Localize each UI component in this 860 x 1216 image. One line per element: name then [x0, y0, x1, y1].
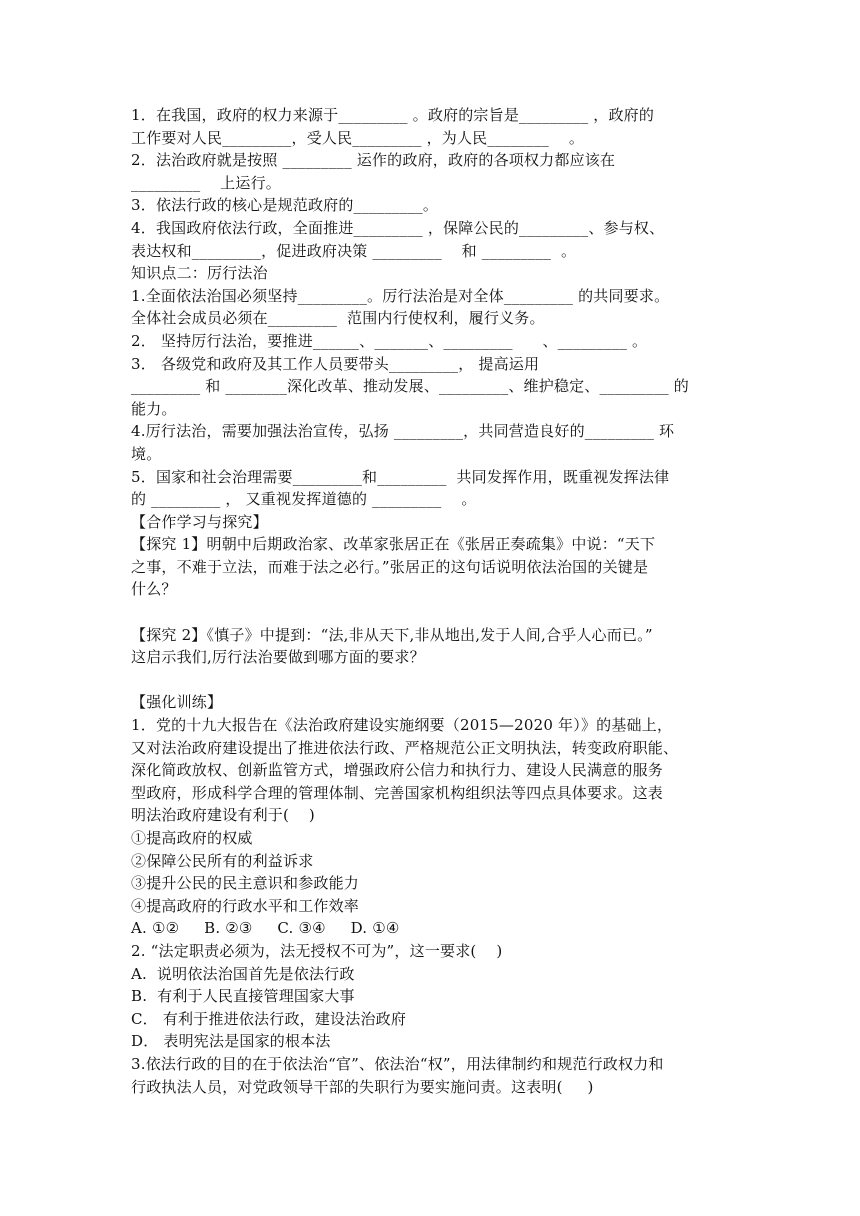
text-line: A. 说明依法治国首先是依法行政 — [131, 964, 355, 983]
text-line: ②保障公民所有的利益诉求 — [131, 851, 314, 870]
text-line: 【探究 2】《慎子》中提到：“法,非从天下,非从地出,发于人间,合乎人心而已。” — [131, 625, 653, 644]
text-line: 能力。 — [131, 399, 177, 418]
text-line: 全体社会成员必须在_________ 范围内行使权利，履行义务。 — [131, 309, 545, 328]
text-line: 5．国家和社会治理需要_________和_________ 共同发挥作用，既重视发挥法律 — [131, 467, 670, 486]
text-line: ④提高政府的行政水平和工作效率 — [131, 896, 360, 915]
text-line: 境。 — [131, 444, 162, 463]
text-line: 【强化训练】 — [131, 693, 223, 712]
text-line: 1．在我国，政府的权力来源于_________ 。政府的宗旨是_________ ，政府的 — [131, 106, 655, 124]
text-line: 2． 坚持厉行法治，要推进______、_______、_________ 、_________ 。 — [131, 331, 648, 350]
text-line: C． 有利于推进依法行政，建设法治政府 — [131, 1009, 407, 1028]
text-line: ①提高政府的权威 — [131, 829, 253, 847]
text-line: D． 表明宪法是国家的根本法 — [131, 1032, 331, 1051]
text-line: 2. “法定职责必须为，法无授权不可为”，这一要求( ) — [131, 941, 503, 960]
text-line: 【探究 1】明朝中后期政治家、改革家张居正在《张居正奏疏集》中说：“天下 — [131, 535, 656, 554]
text-line: 1．党的十九大报告在《法治政府建设实施纲要（2015—2020 年）》的基础上， — [131, 716, 673, 735]
text-line: 表达权和_________，促进政府决策 _________ 和 _________ 。 — [131, 241, 577, 260]
text-line: 3.依法行政的目的在于依法治“官”、依法治“权”，用法律制约和规范行政权力和 — [131, 1054, 664, 1073]
text-line: A. ①② B. ②③ C. ③④ D. ①④ — [131, 919, 400, 938]
text-line: 知识点二：厉行法治 — [131, 264, 268, 283]
text-line: 4．我国政府依法行政，全面推进_________ ，保障公民的_________、参与权、 — [131, 218, 665, 237]
text-line: 1.全面依法治国必须坚持_________。厉行法治是对全体_________ 的共同要求。 — [131, 286, 670, 305]
text-line: 【合作学习与探究】 — [131, 512, 268, 531]
blank-line — [131, 601, 731, 624]
text-line: 明法治政府建设有利于( ) — [131, 806, 315, 825]
text-line: 之事，不难于立法，而难于法之必行。”张居正的这句话说明依法治国的关键是 — [131, 557, 649, 576]
text-line: 什么？ — [131, 580, 177, 599]
text-line: 4.厉行法治，需要加强法治宣传，弘扬 _________，共同营造良好的_________ 环 — [131, 422, 675, 441]
text-line: 3． 各级党和政府及其工作人员要带头_________， 提高运用 — [131, 354, 540, 373]
text-line: _________ 上运行。 — [131, 173, 281, 192]
text-line: 工作要对人民_________，受人民_________ ，为人民________ 。 — [131, 128, 585, 147]
text-line: _________ 和 ________深化改革、推动发展、_________、维护稳定、_________ 的 — [131, 377, 690, 396]
text-line: 3．依法行政的核心是规范政府的_________。 — [131, 196, 439, 215]
text-line: B. 有利于人民直接管理国家大事 — [131, 987, 355, 1006]
blank-line — [131, 669, 731, 692]
text-line: 2．法治政府就是按照 _________ 运作的政府，政府的各项权力都应该在 — [131, 151, 616, 170]
worksheet-body — [131, 104, 731, 1098]
text-line: 型政府，形成科学合理的管理体制、完善国家机构组织法等四点具体要求。这表 — [131, 783, 664, 802]
text-line: 这启示我们,厉行法治要做到哪方面的要求？ — [131, 648, 425, 667]
text-line: ③提升公民的民主意识和参政能力 — [131, 874, 360, 893]
text-line: 深化简政放权、创新监管方式，增强政府公信力和执行力、建设人民满意的服务 — [131, 761, 664, 780]
text-line: 行政执法人员，对党政领导干部的失职行为要实施问责。这表明( ) — [131, 1077, 594, 1096]
text-line: 的 _________ ， 又重视发挥道德的 _________ 。 — [131, 490, 477, 509]
text-line: 又对法治政府建设提出了推进依法行政、严格规范公正文明执法，转变政府职能、 — [131, 738, 679, 757]
